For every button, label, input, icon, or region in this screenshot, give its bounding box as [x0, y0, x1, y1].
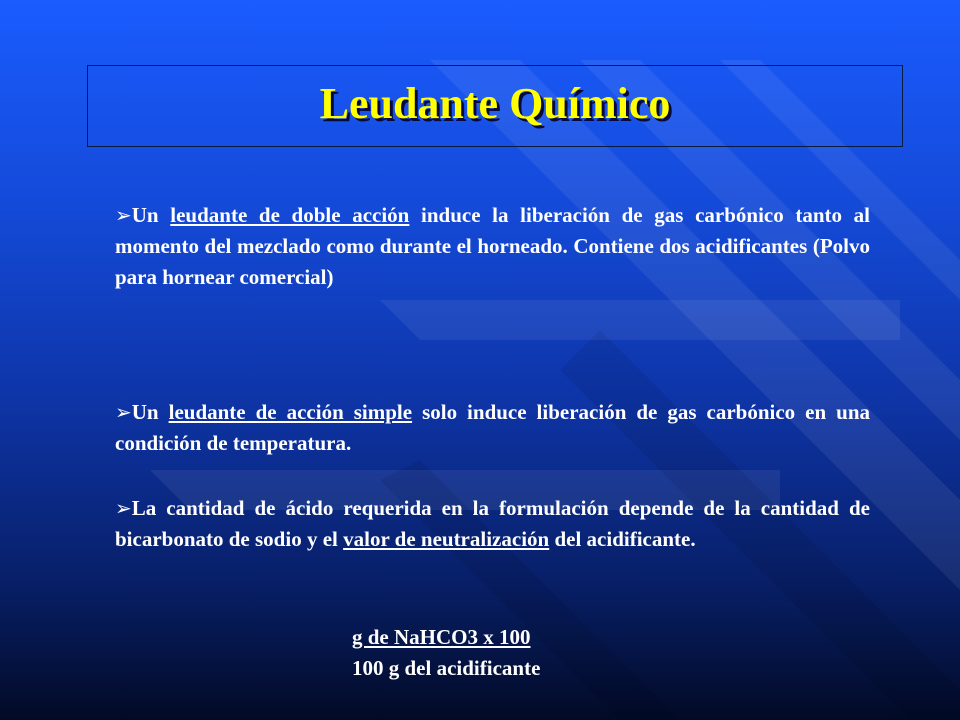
arrow-bullet-icon: ➢: [115, 203, 132, 227]
formula-denominator: 100 g del acidificante: [352, 656, 541, 680]
bullet-1-underlined-term: leudante de doble acción: [170, 203, 410, 227]
arrow-bullet-icon: ➢: [115, 400, 132, 424]
slide-title: Leudante Químico: [319, 79, 671, 128]
bullet-1-prefix: Un: [131, 203, 171, 227]
bullet-paragraph-2: [115, 397, 870, 459]
bullet-2-prefix: Un: [131, 400, 169, 424]
arrow-bullet-icon: ➢: [115, 496, 132, 520]
bullet-2-body: solo induce liberación de gas carbónico en una condición de temperatura.: [115, 400, 871, 455]
bullet-2-underlined-term: leudante de acción simple: [168, 400, 413, 424]
title-box: [87, 65, 903, 147]
bullet-3-underlined-term: valor de neutralización: [343, 527, 550, 551]
bullet-paragraph-3: [115, 493, 870, 555]
bullet-3-body: del acidificante.: [549, 527, 696, 551]
bullet-paragraph-1: [115, 200, 870, 293]
formula: [352, 622, 540, 684]
bullet-3-prefix: La cantidad de ácido requerida en la formulación depende de la cantidad de bicarbonato de sodio y el: [115, 496, 870, 551]
formula-numerator: g de NaHCO3 x 100: [352, 625, 531, 649]
bullet-1-body: induce la liberación de gas carbónico tanto al momento del mezclado como durante el horneado. Contiene dos acidificantes (Polvo para hornear comercial): [115, 203, 870, 289]
